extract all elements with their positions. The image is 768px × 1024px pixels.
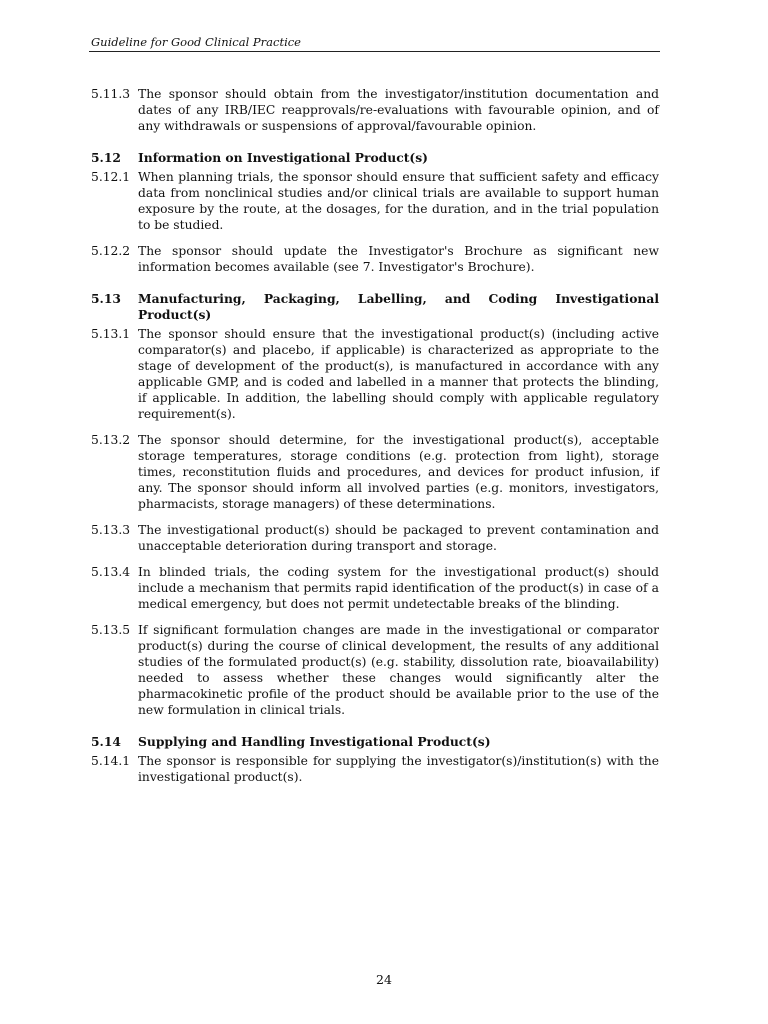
section-heading-5-12 [91, 150, 659, 166]
paragraph-text: When planning trials, the sponsor should ensure that sufficient safety and efficacy data from nonclinical studies and/or clinical trials are available to support human exposure by the route, at the dosages, for the duration, and in the trial population to be studied. [138, 170, 659, 232]
header-rule [89, 51, 660, 52]
paragraph-number: 5.12.1 [91, 170, 131, 184]
section-title: Information on Investigational Product(s) [138, 150, 428, 165]
paragraph-5-14-1 [91, 753, 659, 785]
paragraph-5-13-1 [91, 326, 659, 422]
paragraph-number: 5.13.4 [91, 565, 131, 579]
paragraph-number: 5.12.2 [91, 244, 131, 258]
section-number: 5.14 [91, 734, 121, 749]
section-heading-5-14 [91, 734, 659, 750]
paragraph-text: In blinded trials, the coding system for the investigational product(s) should include a mechanism that permits rapid identification of the product(s) in case of a medical emergency, but does not permit undetectable breaks of the blinding. [138, 565, 659, 611]
running-header: Guideline for Good Clinical Practice [91, 35, 301, 49]
paragraph-text: The sponsor should update the Investigator's Brochure as significant new information becomes available (see 7. Investigator's Brochure). [138, 244, 659, 274]
paragraph-5-11-3 [91, 86, 659, 134]
paragraph-text: The sponsor should obtain from the investigator/institution documentation and dates of any IRB/IEC reapprovals/re-evaluations with favourable opinion, and of any withdrawals or suspensions of approval/favourable opinion. [138, 87, 659, 133]
page-number: 24 [376, 972, 392, 987]
paragraph-5-13-2 [91, 432, 659, 512]
document-body [91, 86, 659, 785]
paragraph-number: 5.13.1 [91, 327, 131, 341]
section-number: 5.13 [91, 291, 121, 306]
paragraph-5-13-3 [91, 522, 659, 554]
section-heading-5-13 [91, 291, 659, 323]
section-title: Supplying and Handling Investigational Product(s) [138, 734, 491, 749]
paragraph-text: The sponsor should ensure that the investigational product(s) (including active comparator(s) and placebo, if applicable) is characterized as appropriate to the stage of development of the product(s), is manufactured in accordance with any applicable GMP, and is coded and labelled in a manner that protects the blinding, if applicable. In addition, the labelling should comply with applicable regulatory requirement(s). [138, 327, 659, 421]
paragraph-number: 5.13.2 [91, 433, 131, 447]
paragraph-text: The investigational product(s) should be packaged to prevent contamination and unacceptable deterioration during transport and storage. [138, 523, 659, 553]
paragraph-number: 5.14.1 [91, 754, 131, 768]
paragraph-5-12-1 [91, 169, 659, 233]
paragraph-number: 5.11.3 [91, 87, 131, 101]
paragraph-text: The sponsor is responsible for supplying the investigator(s)/institution(s) with the investigational product(s). [138, 754, 659, 784]
section-title: Manufacturing, Packaging, Labelling, and Coding Investigational Product(s) [138, 291, 659, 322]
paragraph-number: 5.13.5 [91, 623, 131, 637]
paragraph-text: The sponsor should determine, for the investigational product(s), acceptable storage temperatures, storage conditions (e.g. protection from light), storage times, reconstitution fluids and procedures, and devices for product infusion, if any. The sponsor should inform all involved parties (e.g. monitors, investigators, pharmacists, storage managers) of these determinations. [138, 433, 659, 511]
paragraph-number: 5.13.3 [91, 523, 131, 537]
paragraph-5-12-2 [91, 243, 659, 275]
paragraph-text: If significant formulation changes are made in the investigational or comparator product(s) during the course of clinical development, the results of any additional studies of the formulated product(s) (e.g. stability, dissolution rate, bioavailability) needed to assess whether these changes would significantly alter the pharmacokinetic profile of the product should be available prior to the use of the new formulation in clinical trials. [138, 623, 659, 717]
paragraph-5-13-5 [91, 622, 659, 718]
paragraph-5-13-4 [91, 564, 659, 612]
section-number: 5.12 [91, 150, 121, 165]
